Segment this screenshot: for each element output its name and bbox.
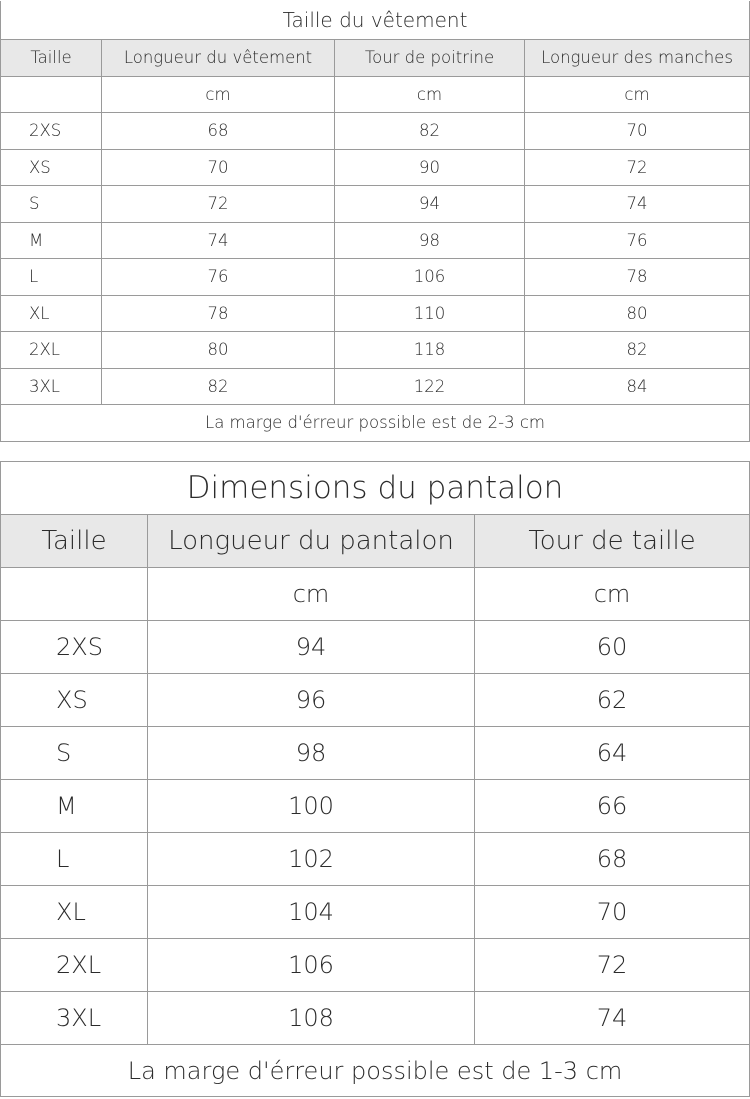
value-cell: 118 [335, 332, 525, 369]
size-cell: 3XL [1, 368, 102, 405]
value-cell: 68 [475, 833, 750, 886]
unit-cell: cm [475, 568, 750, 621]
value-cell: 80 [102, 332, 335, 369]
size-cell: XS [1, 674, 148, 727]
value-cell: 94 [148, 621, 475, 674]
value-cell: 106 [335, 259, 525, 296]
unit-cell [1, 568, 148, 621]
unit-cell: cm [525, 76, 750, 113]
table-row [1, 259, 750, 296]
value-cell: 72 [525, 149, 750, 186]
value-cell: 98 [148, 727, 475, 780]
pants-error-note: La marge d'érreur possible est de 1-3 cm [1, 1045, 750, 1097]
value-cell: 82 [102, 368, 335, 405]
table-row [1, 939, 750, 992]
table-row [1, 992, 750, 1045]
size-cell: 2XL [1, 332, 102, 369]
table-row [1, 332, 750, 369]
size-cell: XL [1, 886, 148, 939]
value-cell: 74 [102, 222, 335, 259]
size-cell: S [1, 727, 148, 780]
size-cell: 2XL [1, 939, 148, 992]
table-row [1, 149, 750, 186]
header-cell: Taille [1, 515, 148, 568]
value-cell: 60 [475, 621, 750, 674]
header-cell: Longueur du pantalon [148, 515, 475, 568]
value-cell: 98 [335, 222, 525, 259]
value-cell: 66 [475, 780, 750, 833]
table-row [1, 621, 750, 674]
value-cell: 108 [148, 992, 475, 1045]
value-cell: 76 [102, 259, 335, 296]
value-cell: 70 [475, 886, 750, 939]
size-cell: L [1, 259, 102, 296]
value-cell: 82 [335, 113, 525, 150]
value-cell: 84 [525, 368, 750, 405]
value-cell: 64 [475, 727, 750, 780]
pants-header-row [1, 515, 750, 568]
garment-error-note: La marge d'érreur possible est de 2-3 cm [1, 405, 750, 442]
unit-cell [1, 76, 102, 113]
value-cell: 74 [475, 992, 750, 1045]
table-row [1, 186, 750, 223]
value-cell: 96 [148, 674, 475, 727]
size-cell: L [1, 833, 148, 886]
table-row [1, 295, 750, 332]
header-cell: Longueur du vêtement [102, 40, 335, 77]
value-cell: 70 [525, 113, 750, 150]
value-cell: 74 [525, 186, 750, 223]
header-cell: Longueur des manches [525, 40, 750, 77]
table-row [1, 674, 750, 727]
size-cell: XS [1, 149, 102, 186]
table-row [1, 780, 750, 833]
unit-cell: cm [102, 76, 335, 113]
table-row [1, 368, 750, 405]
size-cell: M [1, 222, 102, 259]
size-cell: S [1, 186, 102, 223]
value-cell: 94 [335, 186, 525, 223]
value-cell: 100 [148, 780, 475, 833]
size-cell: 2XS [1, 113, 102, 150]
value-cell: 72 [102, 186, 335, 223]
value-cell: 68 [102, 113, 335, 150]
value-cell: 102 [148, 833, 475, 886]
garment-size-table [0, 1, 750, 442]
table-row [1, 113, 750, 150]
table-row [1, 833, 750, 886]
garment-table-title: Taille du vêtement [1, 1, 750, 40]
table-row [1, 886, 750, 939]
pants-size-table [0, 461, 750, 1097]
value-cell: 76 [525, 222, 750, 259]
pants-unit-row [1, 568, 750, 621]
value-cell: 82 [525, 332, 750, 369]
garment-unit-row [1, 76, 750, 113]
table-row [1, 222, 750, 259]
value-cell: 110 [335, 295, 525, 332]
value-cell: 104 [148, 886, 475, 939]
header-cell: Taille [1, 40, 102, 77]
unit-cell: cm [335, 76, 525, 113]
size-cell: 2XS [1, 621, 148, 674]
table-row [1, 727, 750, 780]
value-cell: 122 [335, 368, 525, 405]
unit-cell: cm [148, 568, 475, 621]
value-cell: 78 [102, 295, 335, 332]
size-cell: M [1, 780, 148, 833]
header-cell: Tour de taille [475, 515, 750, 568]
size-cell: XL [1, 295, 102, 332]
value-cell: 70 [102, 149, 335, 186]
value-cell: 90 [335, 149, 525, 186]
value-cell: 80 [525, 295, 750, 332]
value-cell: 72 [475, 939, 750, 992]
garment-header-row [1, 40, 750, 77]
value-cell: 62 [475, 674, 750, 727]
value-cell: 78 [525, 259, 750, 296]
header-cell: Tour de poitrine [335, 40, 525, 77]
pants-table-title: Dimensions du pantalon [1, 462, 750, 515]
size-cell: 3XL [1, 992, 148, 1045]
value-cell: 106 [148, 939, 475, 992]
